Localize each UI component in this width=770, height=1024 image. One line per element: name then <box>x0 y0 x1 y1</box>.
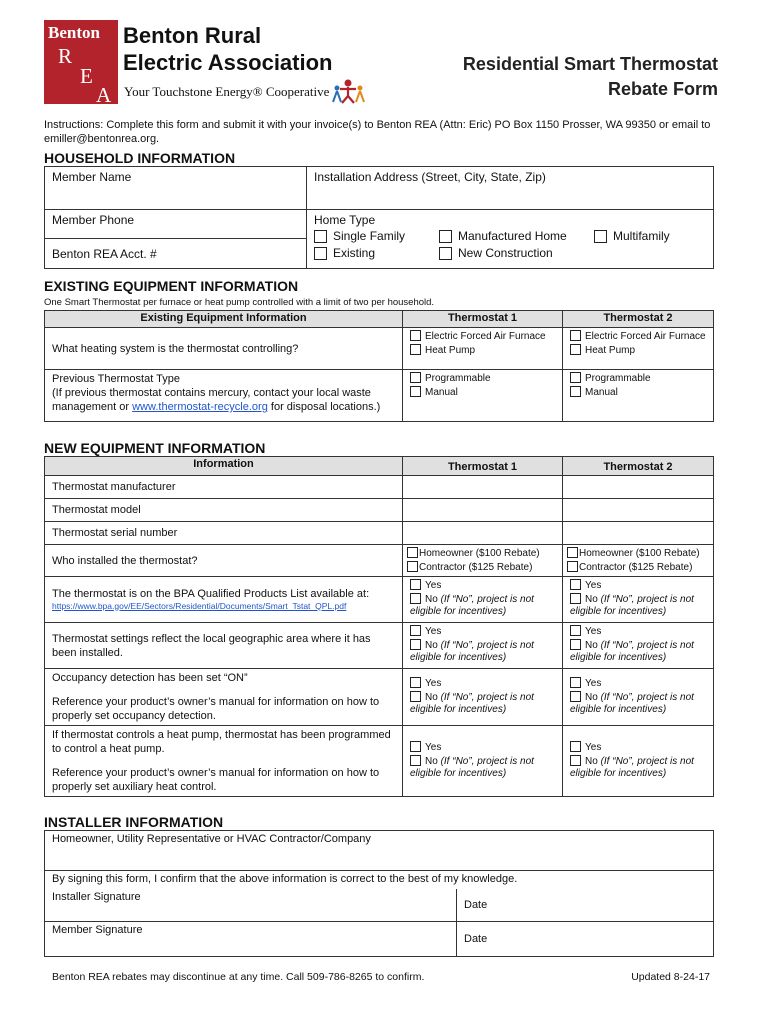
checkbox[interactable] <box>570 755 581 766</box>
checkbox[interactable] <box>410 386 421 397</box>
tagline: Your Touchstone Energy® Cooperative <box>124 84 330 99</box>
who-installed-t2: Homeowner ($100 Rebate) Contractor ($125 Rebate) <box>563 545 714 577</box>
installer-signature-field[interactable]: Installer Signature <box>45 889 457 922</box>
footer-disclaimer: Benton REA rebates may discontinue at any time. Call 509-786-8265 to confirm. <box>52 971 425 983</box>
checkbox[interactable] <box>407 547 418 558</box>
column-header-existing-info: Existing Equipment Information <box>45 311 403 328</box>
heat-pump-question: If thermostat controls a heat pump, thermostat has been programmed to control a heat pump. Reference your product’s owner’s manual for information on how to properly set auxiliary heat control. <box>45 726 403 797</box>
home-type-single-family[interactable]: Single Family <box>314 229 439 243</box>
checkbox[interactable] <box>410 330 421 341</box>
thermostat-recycle-link[interactable]: www.thermostat-recycle.org <box>132 401 268 413</box>
checkbox[interactable] <box>410 755 421 766</box>
checkbox[interactable] <box>407 561 418 572</box>
who-installed-t1: Homeowner ($100 Rebate) Contractor ($125 Rebate) <box>403 545 563 577</box>
serial-t2-field[interactable] <box>563 522 714 545</box>
checkbox[interactable] <box>570 330 581 341</box>
occupancy-t1: Yes No (If “No”, project is not eligible for incentives) <box>403 669 563 726</box>
form-title: Residential Smart Thermostat Rebate Form <box>462 54 718 99</box>
organization-name: Benton Rural Electric Association <box>123 23 333 75</box>
checkbox[interactable] <box>570 639 581 650</box>
home-type-new-construction[interactable]: New Construction <box>439 246 553 260</box>
checkbox[interactable] <box>594 230 607 243</box>
column-header-thermostat-2: Thermostat 2 <box>563 311 714 328</box>
member-name-field[interactable]: Member Name <box>45 167 307 210</box>
settings-t1: Yes No (If “No”, project is not eligible for incentives) <box>403 623 563 669</box>
column-header-thermostat-2: Thermostat 2 <box>563 457 714 476</box>
checkbox[interactable] <box>567 547 578 558</box>
home-type-label: Home Type <box>314 213 376 227</box>
checkbox[interactable] <box>410 691 421 702</box>
checkbox[interactable] <box>570 372 581 383</box>
footer-updated: Updated 8-24-17 <box>631 971 710 983</box>
member-signature-field[interactable]: Member Signature <box>45 922 457 957</box>
logo-letter-r: R <box>58 44 73 68</box>
heat-pump-t2: Yes No (If “No”, project is not eligible for incentives) <box>563 726 714 797</box>
account-number-field[interactable]: Benton REA Acct. # <box>45 239 307 269</box>
occupancy-question: Occupancy detection has been set “ON” Reference your product’s owner’s manual for information on how to properly set occupancy detection. <box>45 669 403 726</box>
household-heading: HOUSEHOLD INFORMATION <box>44 150 236 166</box>
new-equipment-table <box>44 456 714 797</box>
checkbox[interactable] <box>570 741 581 752</box>
heat-pump-t1: Yes No (If “No”, project is not eligible for incentives) <box>403 726 563 797</box>
home-type-existing[interactable]: Existing <box>314 246 439 260</box>
heating-system-t1: Electric Forced Air Furnace Heat Pump <box>403 328 563 370</box>
checkbox[interactable] <box>410 372 421 383</box>
checkbox[interactable] <box>570 625 581 636</box>
member-phone-field[interactable]: Member Phone <box>45 210 307 239</box>
settings-t2: Yes No (If “No”, project is not eligible for incentives) <box>563 623 714 669</box>
checkbox[interactable] <box>410 625 421 636</box>
new-equipment-heading: NEW EQUIPMENT INFORMATION <box>44 440 266 456</box>
checkbox[interactable] <box>410 639 421 650</box>
checkbox[interactable] <box>410 677 421 688</box>
logo-text-benton: Benton <box>48 23 100 42</box>
checkbox[interactable] <box>570 677 581 688</box>
model-t2-field[interactable] <box>563 499 714 522</box>
settings-question: Thermostat settings reflect the local geographic area where it has been installed. <box>45 623 403 669</box>
column-header-info: Information <box>45 457 403 476</box>
bpa-qualified-question: The thermostat is on the BPA Qualified Products List available at: https://www.bpa.gov/EE/Sectors/Residential/Documents/Smart_Tstat_QPL.pdf <box>45 577 403 623</box>
checkbox[interactable] <box>410 344 421 355</box>
home-type-multifamily[interactable]: Multifamily <box>594 229 670 243</box>
who-installed-question: Who installed the thermostat? <box>45 545 403 577</box>
checkbox[interactable] <box>570 386 581 397</box>
checkbox[interactable] <box>314 247 327 260</box>
checkbox[interactable] <box>570 593 581 604</box>
logo-letter-a: A <box>96 83 112 107</box>
previous-thermostat-t2: Programmable Manual <box>563 370 714 422</box>
bentonrea-logo <box>44 20 118 107</box>
installer-date-field[interactable]: Date <box>457 889 714 922</box>
household-table <box>44 166 714 269</box>
checkbox[interactable] <box>570 691 581 702</box>
installer-table <box>44 830 714 957</box>
heating-system-t2: Electric Forced Air Furnace Heat Pump <box>563 328 714 370</box>
heating-system-question: What heating system is the thermostat controlling? <box>45 328 403 370</box>
bpa-qualified-t1: Yes No (If “No”, project is not eligible for incentives) <box>403 577 563 623</box>
model-t1-field[interactable] <box>403 499 563 522</box>
checkbox[interactable] <box>439 230 452 243</box>
checkbox[interactable] <box>410 579 421 590</box>
model-label: Thermostat model <box>45 499 403 522</box>
logo-letter-e: E <box>80 64 93 88</box>
checkbox[interactable] <box>570 579 581 590</box>
manufacturer-label: Thermostat manufacturer <box>45 476 403 499</box>
existing-equipment-heading: EXISTING EQUIPMENT INFORMATION <box>44 278 299 294</box>
manufacturer-t1-field[interactable] <box>403 476 563 499</box>
checkbox[interactable] <box>567 561 578 572</box>
bpa-qualified-t2: Yes No (If “No”, project is not eligible for incentives) <box>563 577 714 623</box>
manufacturer-t2-field[interactable] <box>563 476 714 499</box>
existing-equipment-table <box>44 310 714 422</box>
occupancy-t2: Yes No (If “No”, project is not eligible for incentives) <box>563 669 714 726</box>
installer-company-field[interactable]: Homeowner, Utility Representative or HVAC Contractor/Company <box>45 831 714 871</box>
column-header-thermostat-1: Thermostat 1 <box>403 457 563 476</box>
checkbox[interactable] <box>410 741 421 752</box>
instructions: Instructions: Complete this form and submit it with your invoice(s) to Benton REA (Attn: Eric) PO Box 1150 Prosser, WA 99350 or email to emiller@bentonrea.org. <box>44 119 711 145</box>
checkbox[interactable] <box>410 593 421 604</box>
checkbox[interactable] <box>439 247 452 260</box>
serial-label: Thermostat serial number <box>45 522 403 545</box>
touchstone-people-icon <box>330 78 366 104</box>
installation-address-field[interactable]: Installation Address (Street, City, State, Zip) <box>307 167 714 210</box>
existing-equipment-note: One Smart Thermostat per furnace or heat pump controlled with a limit of two per household. <box>44 297 435 308</box>
previous-thermostat-t1: Programmable Manual <box>403 370 563 422</box>
member-date-field[interactable]: Date <box>457 922 714 957</box>
home-type-cell <box>307 210 714 269</box>
previous-thermostat-question: Previous Thermostat Type (If previous thermostat contains mercury, contact your local waste management or www.thermostat-recycle.org for disposal locations.) <box>45 370 403 422</box>
column-header-thermostat-1: Thermostat 1 <box>403 311 563 328</box>
serial-t1-field[interactable] <box>403 522 563 545</box>
home-type-manufactured[interactable]: Manufactured Home <box>439 229 594 243</box>
signature-confirmation: By signing this form, I confirm that the above information is correct to the best of my knowledge. <box>45 871 714 889</box>
checkbox[interactable] <box>570 344 581 355</box>
installer-heading: INSTALLER INFORMATION <box>44 814 224 830</box>
checkbox[interactable] <box>314 230 327 243</box>
bpa-qpl-link[interactable]: https://www.bpa.gov/EE/Sectors/Residential/Documents/Smart_Tstat_QPL.pdf <box>52 600 347 611</box>
